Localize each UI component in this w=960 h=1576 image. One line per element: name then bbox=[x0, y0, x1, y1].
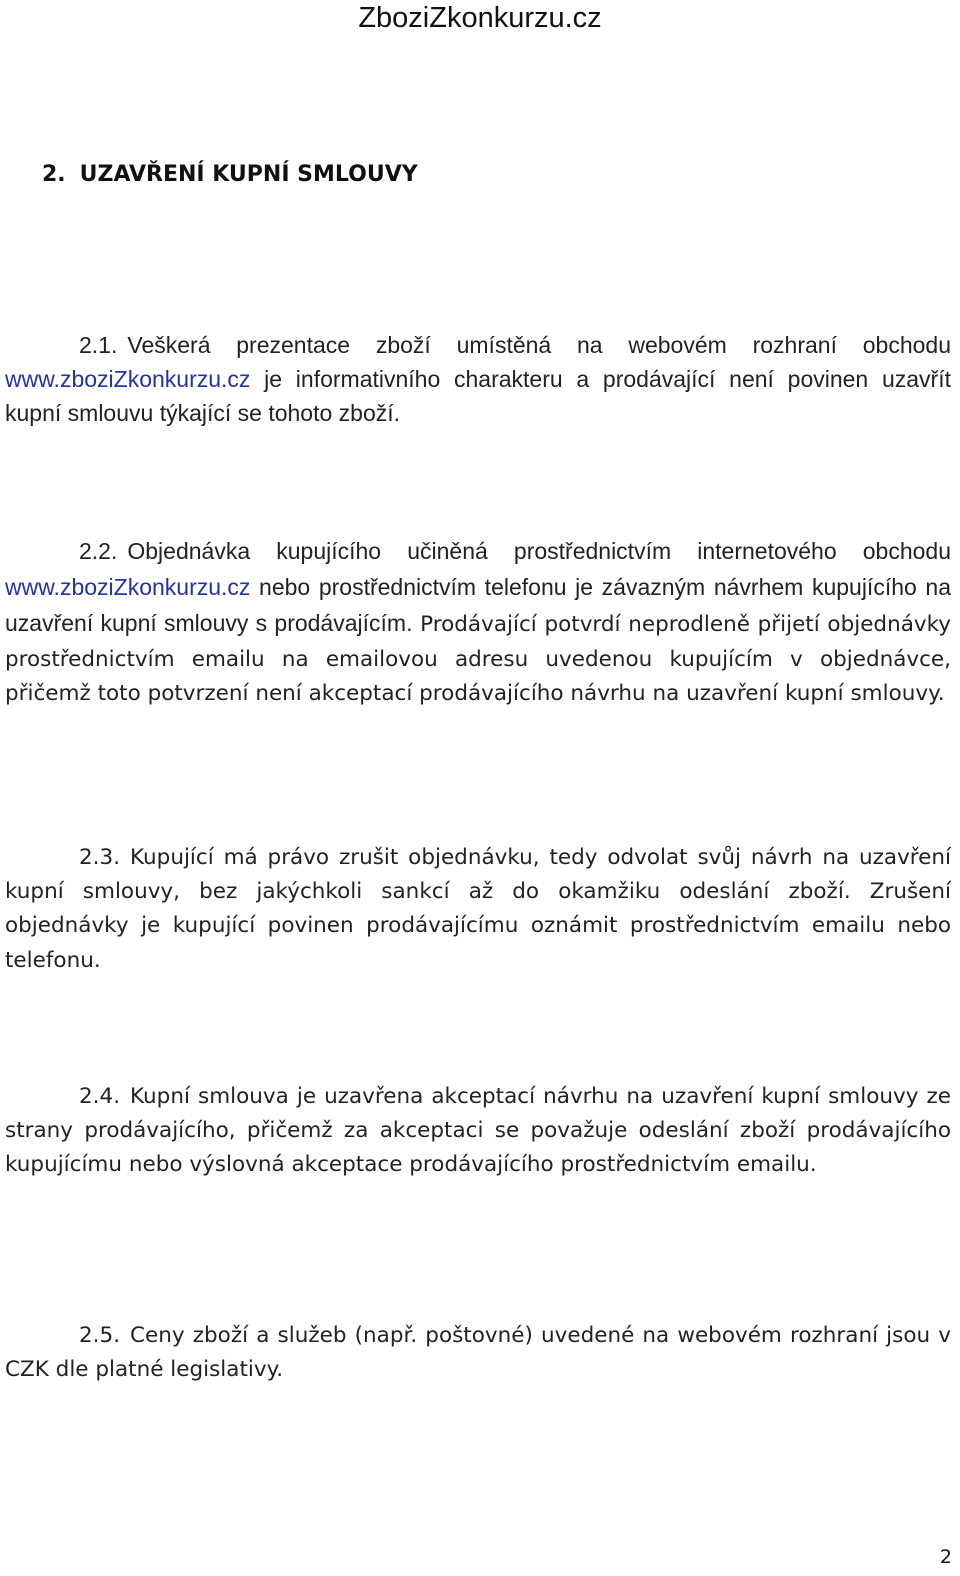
paragraph-number: 2.3. bbox=[79, 845, 121, 870]
paragraph-number: 2.5. bbox=[79, 1323, 121, 1348]
website-link[interactable]: www.zboziZkonkurzu.cz bbox=[5, 366, 251, 393]
site-title: ZboziZkonkurzu.cz bbox=[358, 2, 602, 34]
paragraph-text: Kupní smlouva je uzavřena akceptací návrhu na uzavření kupní smlouvy ze strany prodávajícího, přičemž za akceptaci se považuje odeslání zboží prodávajícího kupujícímu nebo výslovná akceptace prodávajícího prostřednictvím emailu. bbox=[5, 1084, 951, 1178]
paragraph-text: Prodávající potvrdí neprodleně přijetí objednávky prostřednictvím emailu na emailovou adresu uvedenou kupujícím v objednávce, přičemž toto potvrzení není akceptací prodávajícího návrhu na uzavření kupní smlouvy. bbox=[5, 612, 952, 706]
section-heading bbox=[42, 158, 418, 192]
website-link[interactable]: www.zboziZkonkurzu.cz bbox=[5, 574, 251, 601]
paragraph-2-3 bbox=[5, 841, 951, 978]
paragraph-2-5 bbox=[5, 1319, 951, 1387]
section-number: 2. bbox=[42, 162, 66, 187]
paragraph-number: 2.2. bbox=[79, 538, 118, 564]
page-number: 2 bbox=[939, 1546, 952, 1568]
paragraph-text: nebo prostřednictvím telefonu je závazným návrhem kupujícího na uzavření kupní smlouvy s prodávajícím. bbox=[5, 574, 951, 637]
paragraph-text: Kupující má právo zrušit objednávku, tedy odvolat svůj návrh na uzavření kupní smlouvy, bez jakýchkoli sankcí až do okamžiku odeslání zboží. Zrušení objednávky je kupující povinen prodávajícímu oznámit prostřednictvím emailu nebo telefonu. bbox=[5, 845, 951, 973]
paragraph-2-1 bbox=[5, 328, 951, 431]
paragraph-number: 2.4. bbox=[79, 1084, 121, 1109]
paragraph-text: Objednávka kupujícího učiněná prostřednictvím internetového obchodu bbox=[127, 538, 951, 564]
paragraph-text: je informativního charakteru a prodávající není povinen uzavřít kupní smlouvu týkající se tohoto zboží. bbox=[5, 366, 951, 427]
paragraph-2-2 bbox=[5, 534, 951, 711]
paragraph-number: 2.1. bbox=[79, 332, 118, 358]
section-title: UZAVŘENÍ KUPNÍ SMLOUVY bbox=[79, 162, 418, 187]
paragraph-2-4 bbox=[5, 1080, 951, 1183]
paragraph-text: Ceny zboží a služeb (např. poštovné) uvedené na webovém rozhraní jsou v CZK dle platné legislativy. bbox=[5, 1323, 951, 1383]
paragraph-text: Veškerá prezentace zboží umístěná na webovém rozhraní obchodu bbox=[127, 332, 951, 358]
